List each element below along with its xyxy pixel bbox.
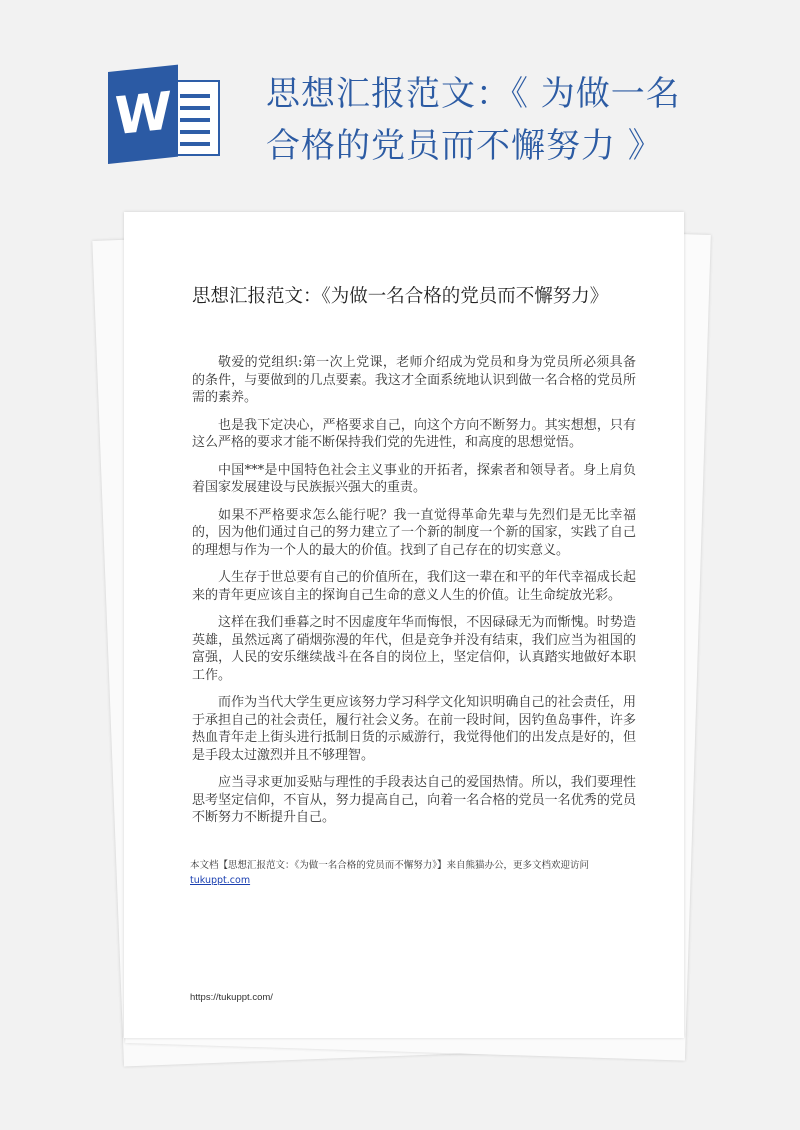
header-title: 思想汇报范文：《 为做一名合格的党员而不懈努力 》 xyxy=(266,74,681,166)
paragraph: 也是我下定决心，严格要求自己，向这个方向不断努力。其实想想，只有这么严格的要求才能不断保持我们党的先进性，和高度的思想觉悟。 xyxy=(192,417,636,450)
page-url: https://tukuppt.com/ xyxy=(190,992,273,1003)
source-link[interactable]: tukuppt.com xyxy=(190,875,251,886)
paragraph: 而作为当代大学生更应该努力学习科学文化知识明确自己的社会责任，用于承担自己的社会责任，履行社会义务。在前一段时间，因钓鱼岛事件，许多热血青年走上街头进行抵制日货的示威游行，我觉得他们的出发点是好的，但是手段太过激烈并且不够理智。 xyxy=(192,695,636,763)
word-letter-badge: W xyxy=(108,65,178,164)
source-note xyxy=(190,858,650,888)
header xyxy=(0,0,800,200)
paragraph: 这样在我们垂暮之时不因虚度年华而悔恨，不因碌碌无为而惭愧。时势造英雄，虽然远离了硝烟弥漫的年代，但是竞争并没有结束，我们应当为祖国的富强，人民的安乐继续战斗在各自的岗位上，坚定信仰，认真踏实地做好本职工作。 xyxy=(192,615,636,683)
paragraph: 中国***是中国特色社会主义事业的开拓者，探索者和领导者。身上肩负着国家发展建设与民族振兴强大的重责。 xyxy=(192,462,636,495)
document-body xyxy=(192,354,636,837)
word-document-icon xyxy=(108,72,220,164)
paragraph: 应当寻求更加妥贴与理性的手段表达自己的爱国热情。所以，我们要理性思考坚定信仰，不盲从，努力提高自己，向着一名合格的党员一名优秀的党员不断努力不断提升自己。 xyxy=(192,775,636,825)
source-note-text: 本文档【思想汇报范文：《为做一名合格的党员而不懈努力》】来自熊猫办公，更多文档欢迎访问 xyxy=(190,860,590,871)
document-title: 思想汇报范文：《为做一名合格的党员而不懈努力》 xyxy=(192,286,609,307)
paragraph: 如果不严格要求怎么能行呢？我一直觉得革命先辈与先烈们是无比幸福的，因为他们通过自己的努力建立了一个新的制度一个新的国家，实践了自己的理想与作为一个人的最大的价值。找到了自己存在的切实意义。 xyxy=(192,507,636,558)
document-page xyxy=(124,212,684,1038)
paragraph: 敬爱的党组织:第一次上党课，老师介绍成为党员和身为党员所必须具备的条件，与要做到的几点要素。我这才全面系统地认识到做一名合格的党员所需的素养。 xyxy=(192,355,636,405)
paragraph: 人生存于世总要有自己的价值所在，我们这一辈在和平的年代幸福成长起来的青年更应该自主的探询自己生命的意义人生的价值。让生命绽放光彩。 xyxy=(192,570,636,603)
